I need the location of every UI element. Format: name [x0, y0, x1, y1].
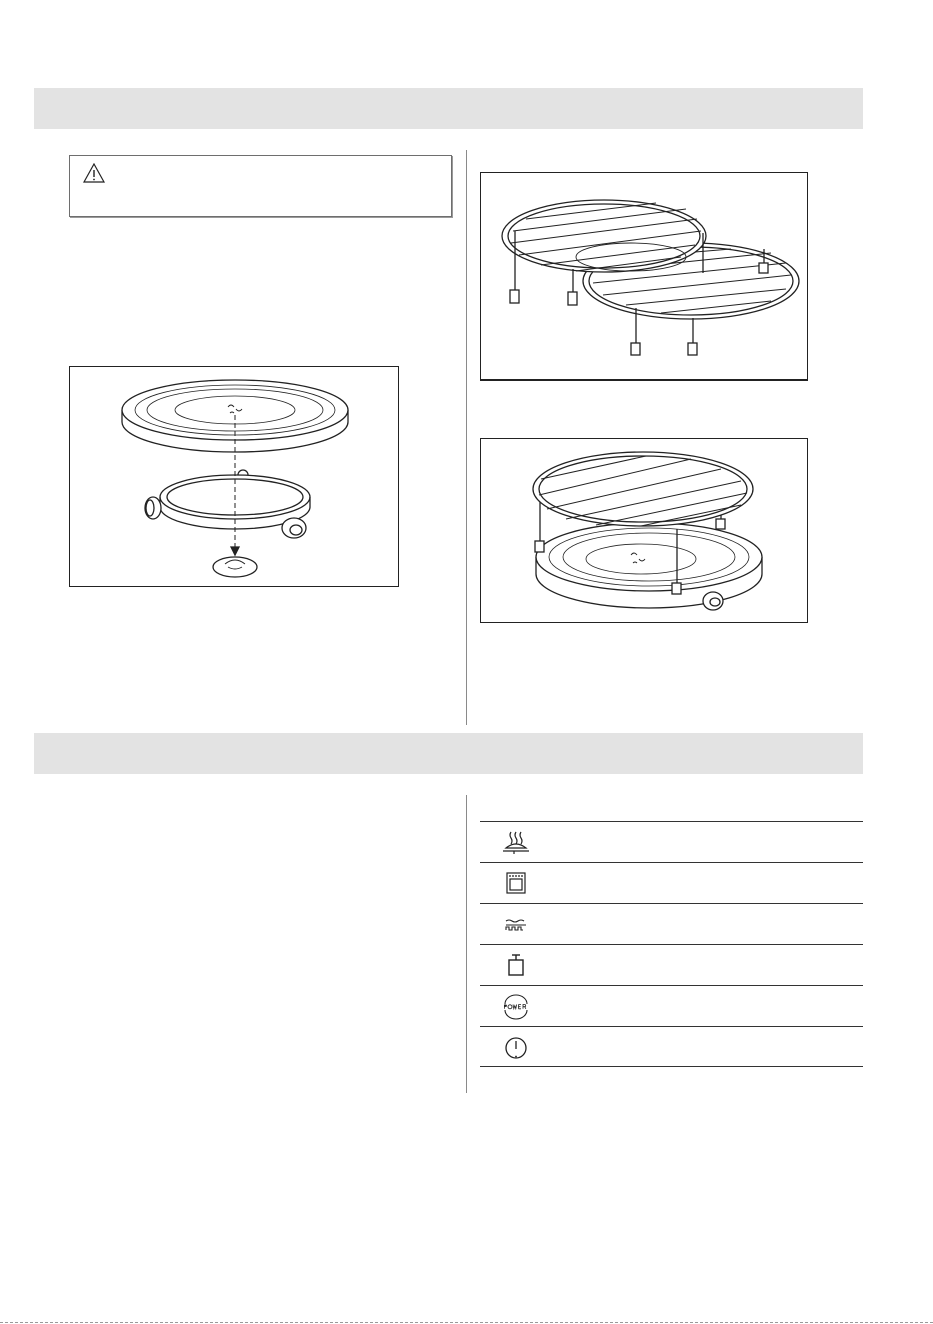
- page-bottom-rule: [0, 1322, 933, 1323]
- power-icon: [500, 994, 532, 1020]
- clock-icon: [500, 1035, 532, 1061]
- turntable-assembly-illustration: [69, 366, 399, 587]
- warning-triangle-icon: [83, 163, 105, 183]
- symbol-row-power: [480, 985, 863, 1026]
- warning-box: [69, 155, 452, 217]
- section-header-bar-1: [34, 88, 863, 129]
- grill-icon: [500, 912, 532, 938]
- symbol-table: [480, 821, 863, 1067]
- symbol-row-oven: [480, 862, 863, 903]
- column-divider-top: [466, 150, 467, 725]
- column-divider-bottom: [466, 795, 467, 1093]
- weight-icon: [500, 953, 532, 979]
- grill-racks-illustration: [480, 172, 808, 381]
- symbol-row-steam: [480, 821, 863, 862]
- food-steam-icon: [500, 830, 532, 856]
- section-header-bar-2: [34, 733, 863, 774]
- symbol-row-clock: [480, 1026, 863, 1067]
- oven-icon: [500, 871, 532, 897]
- symbol-row-grill: [480, 903, 863, 944]
- symbol-row-weight: [480, 944, 863, 985]
- rack-on-turntable-illustration: [480, 438, 808, 623]
